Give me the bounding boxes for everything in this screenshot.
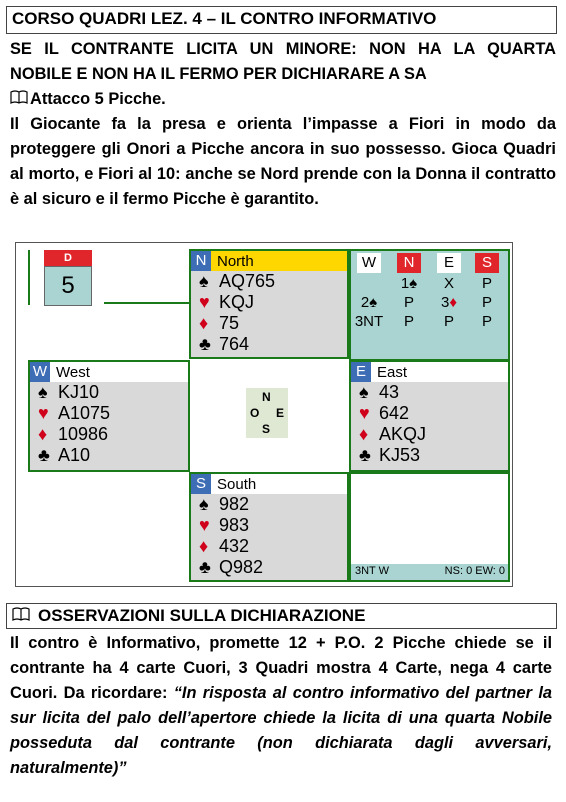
south-spades <box>191 494 347 515</box>
status-bar <box>351 564 508 580</box>
bid-cell: P <box>443 313 454 330</box>
spade-icon: ♠ <box>199 494 209 514</box>
heart-icon: ♥ <box>199 292 210 312</box>
north-diamonds-cards: 75 <box>219 313 240 333</box>
south-spades-cards: 982 <box>219 494 250 514</box>
compass-s: S <box>262 422 271 436</box>
spade-icon: ♠ <box>38 382 48 402</box>
observations-text: Il contro è Informativo, promette 12 + P.O. 2 Picche chiede se il contrante ha 4 carte Cuori, 3 Quadri mostra 4 Carte, nega 4 carte Cuori. Da ricordare: <box>10 634 552 702</box>
east-spades-cards: 43 <box>379 382 400 402</box>
dealer-badge: D <box>44 250 92 266</box>
spade-icon: ♠ <box>199 271 209 291</box>
book-icon <box>10 87 30 112</box>
north-dir-badge: N <box>191 251 211 271</box>
club-icon: ♣ <box>199 557 211 577</box>
east-clubs <box>351 445 508 466</box>
lead-text: Attacco 5 Picche. <box>30 90 166 108</box>
intro-body: Il Giocante fa la presa e orienta l’impasse a Fiori in modo da proteggere gli Onori a Picche ancora in suo possesso. Gioca Quadri al morto, e Fiori al 10: anche se Nord prende con la Donna il contratto è al sicuro e il fermo Picche è garantito. <box>10 115 556 208</box>
east-diamonds-cards: AKQJ <box>379 424 427 444</box>
bid-header-s: S <box>475 253 499 273</box>
diamond-icon: ♦ <box>38 424 48 444</box>
south-hand <box>189 472 349 582</box>
north-header <box>191 251 347 271</box>
west-hearts <box>30 403 188 424</box>
bid-cell: P <box>403 294 414 311</box>
contract-text: 3NT W <box>355 565 390 577</box>
north-hand <box>189 249 349 359</box>
west-clubs <box>30 445 188 466</box>
page-title: CORSO QUADRI LEZ. 4 – IL CONTRO INFORMATIVO <box>12 9 437 28</box>
south-dir-badge: S <box>191 474 211 494</box>
south-diamonds-cards: 432 <box>219 536 250 556</box>
lead-line <box>10 87 556 112</box>
diamond-icon: ♦ <box>199 536 209 556</box>
south-hearts-cards: 983 <box>219 515 250 535</box>
board-number: 5 <box>44 266 92 306</box>
bridge-board <box>15 242 513 587</box>
south-clubs <box>191 557 347 578</box>
east-clubs-cards: KJ53 <box>379 445 421 465</box>
intro-line-1: SE IL CONTRANTE LICITA UN MINORE: NON HA LA QUARTA <box>10 40 556 58</box>
east-name: East <box>377 363 408 381</box>
north-name: North <box>217 252 254 270</box>
heart-icon: ♥ <box>199 515 210 535</box>
east-hearts <box>351 403 508 424</box>
board-number-bar <box>28 250 30 305</box>
east-hand <box>349 360 510 472</box>
south-name: South <box>217 475 257 493</box>
observations-heading <box>12 606 365 626</box>
compass <box>246 388 288 438</box>
east-header <box>351 362 508 382</box>
west-clubs-cards: A10 <box>58 445 91 465</box>
north-hearts <box>191 292 347 313</box>
west-header <box>30 362 188 382</box>
north-diamonds <box>191 313 347 334</box>
south-diamonds <box>191 536 347 557</box>
bid-cell: 3NT <box>354 313 384 330</box>
bid-header-n: N <box>397 253 421 273</box>
bid-cell: 3♦ <box>441 294 457 311</box>
west-hand <box>28 360 190 472</box>
diamond-icon: ♦ <box>359 424 369 444</box>
bid-cell: 1♠ <box>400 275 418 292</box>
compass-e: E <box>276 406 285 420</box>
board-number-underline <box>104 302 190 304</box>
bid-cell: X <box>443 275 454 292</box>
diamond-icon: ♦ <box>199 313 209 333</box>
compass-o: O <box>250 406 260 420</box>
south-hearts <box>191 515 347 536</box>
book-icon <box>12 606 38 626</box>
score-text: NS: 0 EW: 0 <box>444 565 505 577</box>
bid-cell: P <box>481 313 492 330</box>
north-hearts-cards: KQJ <box>219 292 255 312</box>
intro-line-2: NOBILE E NON HA IL FERMO PER DICHIARARE A SA <box>10 65 427 83</box>
bid-cell: P <box>481 294 492 311</box>
compass-n: N <box>262 390 271 404</box>
east-hearts-cards: 642 <box>379 403 410 423</box>
bid-header-e: E <box>437 253 461 273</box>
west-hearts-cards: A1075 <box>58 403 111 423</box>
west-diamonds-cards: 10986 <box>58 424 109 444</box>
club-icon: ♣ <box>199 334 211 354</box>
east-diamonds <box>351 424 508 445</box>
west-diamonds <box>30 424 188 445</box>
north-clubs <box>191 334 347 355</box>
east-dir-badge: E <box>351 362 371 382</box>
status-pane <box>349 472 510 582</box>
north-spades <box>191 271 347 292</box>
observations-quote: “In risposta al contro informativo del partner la sur licita del palo dell’apertore chiede la licita di una quarta Nobile posseduta dal contrante (non dichiarata dagli avversari, naturalmente)” <box>10 684 552 777</box>
heart-icon: ♥ <box>38 403 49 423</box>
intro-heading <box>10 37 556 212</box>
west-dir-badge: W <box>30 362 50 382</box>
observations-title: OSSERVAZIONI SULLA DICHIARAZIONE <box>38 606 366 625</box>
west-spades-cards: KJ10 <box>58 382 100 402</box>
bidding-box <box>349 249 510 361</box>
west-name: West <box>56 363 90 381</box>
club-icon: ♣ <box>38 445 50 465</box>
bid-cell: P <box>481 275 492 292</box>
spade-icon: ♠ <box>359 382 369 402</box>
west-spades <box>30 382 188 403</box>
south-header <box>191 474 347 494</box>
bid-header-w: W <box>357 253 381 273</box>
north-spades-cards: AQ765 <box>219 271 276 291</box>
north-clubs-cards: 764 <box>219 334 250 354</box>
observations-body <box>10 631 552 781</box>
east-spades <box>351 382 508 403</box>
club-icon: ♣ <box>359 445 371 465</box>
bid-cell: P <box>403 313 414 330</box>
bid-cell: 2♠ <box>360 294 378 311</box>
heart-icon: ♥ <box>359 403 370 423</box>
south-clubs-cards: Q982 <box>219 557 264 577</box>
